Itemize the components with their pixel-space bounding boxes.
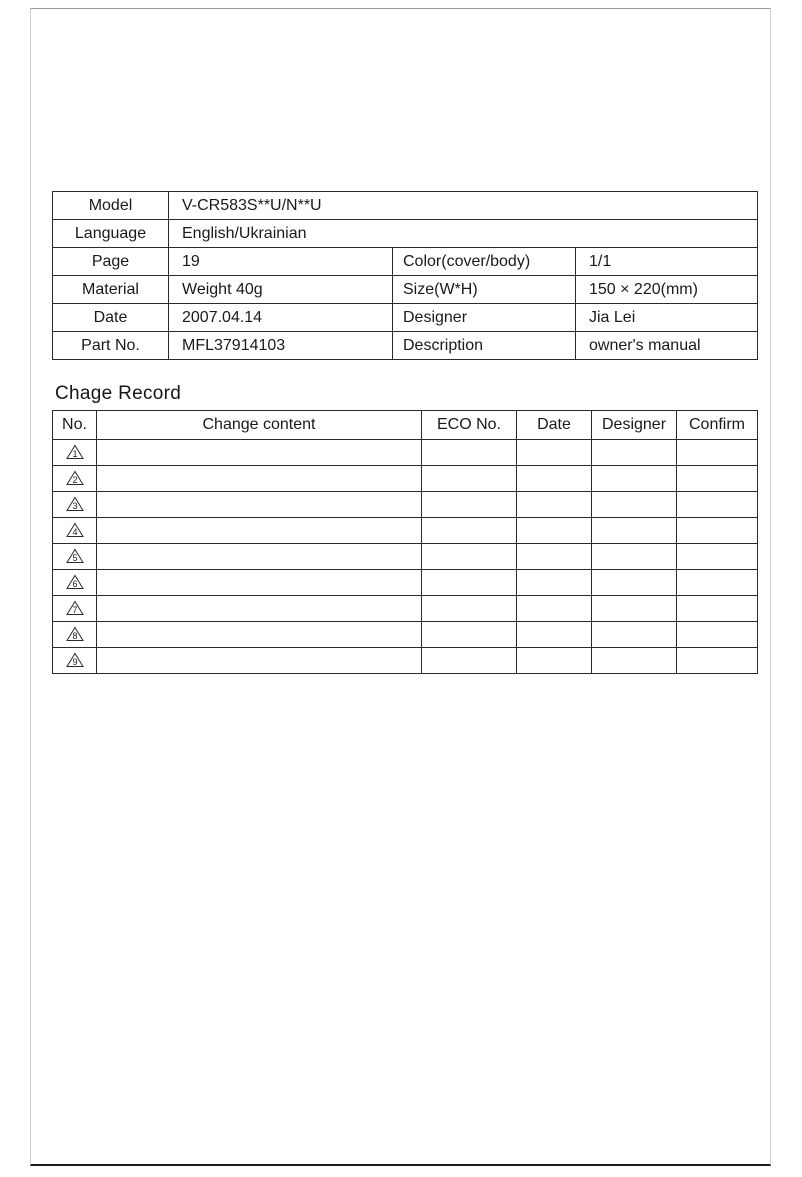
- spec-value-size: 150 × 220(mm): [576, 276, 758, 304]
- spec-value-material: Weight 40g: [169, 276, 393, 304]
- revision-triangle-icon: [66, 548, 84, 564]
- change-content-cell: [97, 544, 422, 570]
- eco-no-cell: [422, 648, 517, 674]
- spec-row-partno: [53, 332, 758, 360]
- change-content-cell: [97, 466, 422, 492]
- row-no-cell: [53, 570, 97, 596]
- change-record-row: [53, 518, 758, 544]
- revision-triangle-icon: [66, 574, 84, 590]
- designer-cell: [592, 466, 677, 492]
- row-no-cell: [53, 466, 97, 492]
- change-record-row: [53, 544, 758, 570]
- designer-cell: [592, 518, 677, 544]
- date-cell: [517, 544, 592, 570]
- row-no-cell: [53, 648, 97, 674]
- spec-label-language: Language: [53, 220, 169, 248]
- svg-text:2: 2: [71, 475, 78, 486]
- revision-triangle-icon: [66, 470, 84, 486]
- change-record-title: Chage Record: [55, 383, 182, 404]
- header-date: Date: [517, 411, 592, 440]
- svg-text:8: 8: [71, 631, 78, 642]
- revision-triangle-icon: [66, 522, 84, 538]
- change-record-row: [53, 596, 758, 622]
- spec-value-partno: MFL37914103: [169, 332, 393, 360]
- revision-triangle-icon: [66, 496, 84, 512]
- eco-no-cell: [422, 544, 517, 570]
- change-content-cell: [97, 570, 422, 596]
- date-cell: [517, 570, 592, 596]
- spec-label-partno: Part No.: [53, 332, 169, 360]
- change-record-row: [53, 648, 758, 674]
- row-no-cell: [53, 518, 97, 544]
- spec-label-size: Size(W*H): [393, 276, 576, 304]
- header-no: No.: [53, 411, 97, 440]
- spec-value-description: owner's manual: [576, 332, 758, 360]
- spec-label-color: Color(cover/body): [393, 248, 576, 276]
- change-content-cell: [97, 622, 422, 648]
- eco-no-cell: [422, 596, 517, 622]
- spec-value-language: English/Ukrainian: [169, 220, 758, 248]
- designer-cell: [592, 622, 677, 648]
- spec-label-description: Description: [393, 332, 576, 360]
- change-content-cell: [97, 648, 422, 674]
- spec-value-page: 19: [169, 248, 393, 276]
- confirm-cell: [677, 544, 758, 570]
- spec-value-designer: Jia Lei: [576, 304, 758, 332]
- eco-no-cell: [422, 440, 517, 466]
- eco-no-cell: [422, 622, 517, 648]
- header-change-content: Change content: [97, 411, 422, 440]
- svg-text:9: 9: [71, 657, 78, 668]
- spec-row-language: [53, 220, 758, 248]
- spec-label-date: Date: [53, 304, 169, 332]
- designer-cell: [592, 440, 677, 466]
- change-record-table: [52, 410, 758, 674]
- designer-cell: [592, 648, 677, 674]
- row-no-cell: [53, 596, 97, 622]
- eco-no-cell: [422, 466, 517, 492]
- spec-label-model: Model: [53, 192, 169, 220]
- spec-label-material: Material: [53, 276, 169, 304]
- eco-no-cell: [422, 570, 517, 596]
- spec-label-designer: Designer: [393, 304, 576, 332]
- svg-text:7: 7: [71, 605, 78, 616]
- date-cell: [517, 466, 592, 492]
- date-cell: [517, 622, 592, 648]
- row-no-cell: [53, 440, 97, 466]
- confirm-cell: [677, 648, 758, 674]
- spec-table: [52, 191, 758, 360]
- date-cell: [517, 518, 592, 544]
- header-designer: Designer: [592, 411, 677, 440]
- header-confirm: Confirm: [677, 411, 758, 440]
- change-record-row: [53, 570, 758, 596]
- revision-triangle-icon: [66, 444, 84, 460]
- confirm-cell: [677, 440, 758, 466]
- row-no-cell: [53, 544, 97, 570]
- date-cell: [517, 596, 592, 622]
- designer-cell: [592, 492, 677, 518]
- change-record-row: [53, 492, 758, 518]
- change-content-cell: [97, 440, 422, 466]
- spec-row-model: [53, 192, 758, 220]
- spec-value-date: 2007.04.14: [169, 304, 393, 332]
- change-record-row: [53, 622, 758, 648]
- spec-row-date: [53, 304, 758, 332]
- confirm-cell: [677, 570, 758, 596]
- designer-cell: [592, 544, 677, 570]
- spec-row-page: [53, 248, 758, 276]
- svg-text:1: 1: [71, 449, 78, 460]
- change-record-row: [53, 466, 758, 492]
- change-record-row: [53, 440, 758, 466]
- confirm-cell: [677, 466, 758, 492]
- revision-triangle-icon: [66, 600, 84, 616]
- date-cell: [517, 648, 592, 674]
- confirm-cell: [677, 492, 758, 518]
- designer-cell: [592, 596, 677, 622]
- revision-triangle-icon: [66, 626, 84, 642]
- svg-text:3: 3: [71, 501, 78, 512]
- designer-cell: [592, 570, 677, 596]
- svg-text:6: 6: [71, 579, 78, 590]
- confirm-cell: [677, 518, 758, 544]
- change-record-header-row: [53, 411, 758, 440]
- date-cell: [517, 492, 592, 518]
- row-no-cell: [53, 492, 97, 518]
- spec-label-page: Page: [53, 248, 169, 276]
- eco-no-cell: [422, 492, 517, 518]
- svg-text:4: 4: [71, 527, 78, 538]
- confirm-cell: [677, 596, 758, 622]
- change-content-cell: [97, 518, 422, 544]
- header-eco-no: ECO No.: [422, 411, 517, 440]
- svg-text:5: 5: [71, 553, 78, 564]
- change-content-cell: [97, 492, 422, 518]
- change-content-cell: [97, 596, 422, 622]
- spec-row-material: [53, 276, 758, 304]
- eco-no-cell: [422, 518, 517, 544]
- spec-value-model: V-CR583S**U/N**U: [169, 192, 758, 220]
- revision-triangle-icon: [66, 652, 84, 668]
- confirm-cell: [677, 622, 758, 648]
- date-cell: [517, 440, 592, 466]
- row-no-cell: [53, 622, 97, 648]
- spec-value-color: 1/1: [576, 248, 758, 276]
